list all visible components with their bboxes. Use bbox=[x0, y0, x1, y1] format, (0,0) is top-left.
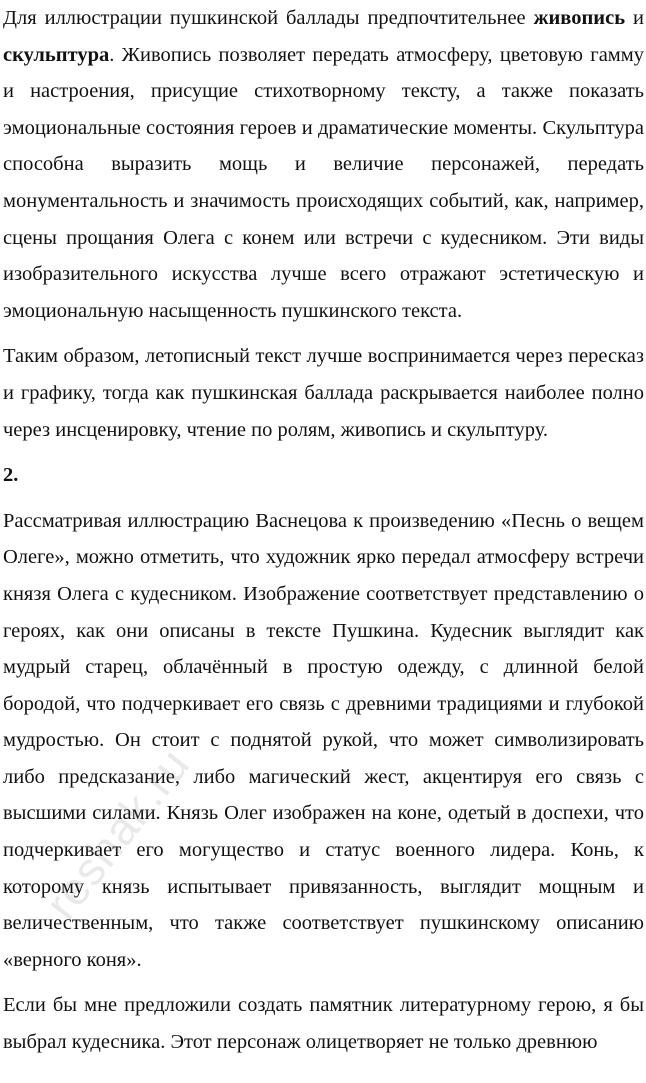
paragraph-1-conjunction: и bbox=[625, 7, 644, 29]
document-body bbox=[3, 0, 644, 1061]
bold-term-sculpture: скульптура bbox=[3, 43, 110, 66]
paragraph-2: Таким образом, летописный текст лучше воспринимается через пересказ и графику, тогда как пушкинская баллада раскрывается наиболее полно через инсценировку, чтение по ролям, живопись и скульптуру. bbox=[3, 345, 644, 441]
paragraph-4: Если бы мне предложили создать памятник литературному герою, я бы выбрал кудесника. Этот персонаж олицетворяет не только древнюю bbox=[3, 994, 644, 1054]
section-heading: 2. bbox=[3, 464, 19, 487]
bold-term-painting: живопись bbox=[533, 7, 626, 29]
paragraph-1-text: Для иллюстрации пушкинской баллады предпочтительнее bbox=[3, 7, 534, 29]
paragraph-3: Рассматривая иллюстрацию Васнецова к произведению «Песнь о вещем Олеге», можно отметить, что художник ярко передал атмосферу встречи князя Олега с кудесником. Изображение соответствует представлению о героях, как они описаны в тексте Пушкина. Кудесник выглядит как мудрый старец, облачённый в простую одежду, с длинной белой бородой, что подчеркивает его связь с древними традициями и глубокой мудростью. Он стоит с поднятой рукой, что может символизировать либо предсказание, либо магический жест, акцентируя его связь с высшими силами. Князь Олег изображен на коне, одетый в доспехи, что подчеркивает его могущество и статус военного лидера. Конь, к которому князь испытывает привязанность, выглядит мощным и величественным, что также соответствует пушкинскому описанию «верного коня». bbox=[3, 509, 644, 971]
paragraph-1 bbox=[3, 0, 644, 329]
paragraph-1-rest: . Живопись позволяет передать атмосферу, цветовую гамму и настроения, присущие стихотворному тексту, а также показать эмоциональные состояния героев и драматические моменты. Скульптура способна выразить мощь и величие персонажей, передать монументальность и значимость происходящих событий, как, например, сцены прощания Олега с конем или встречи с кудесником. Эти виды изобразительного искусства лучше всего отражают эстетическую и эмоциональную насыщенность пушкинского текста. bbox=[3, 43, 644, 322]
watermark: reshak.ru bbox=[34, 738, 200, 929]
